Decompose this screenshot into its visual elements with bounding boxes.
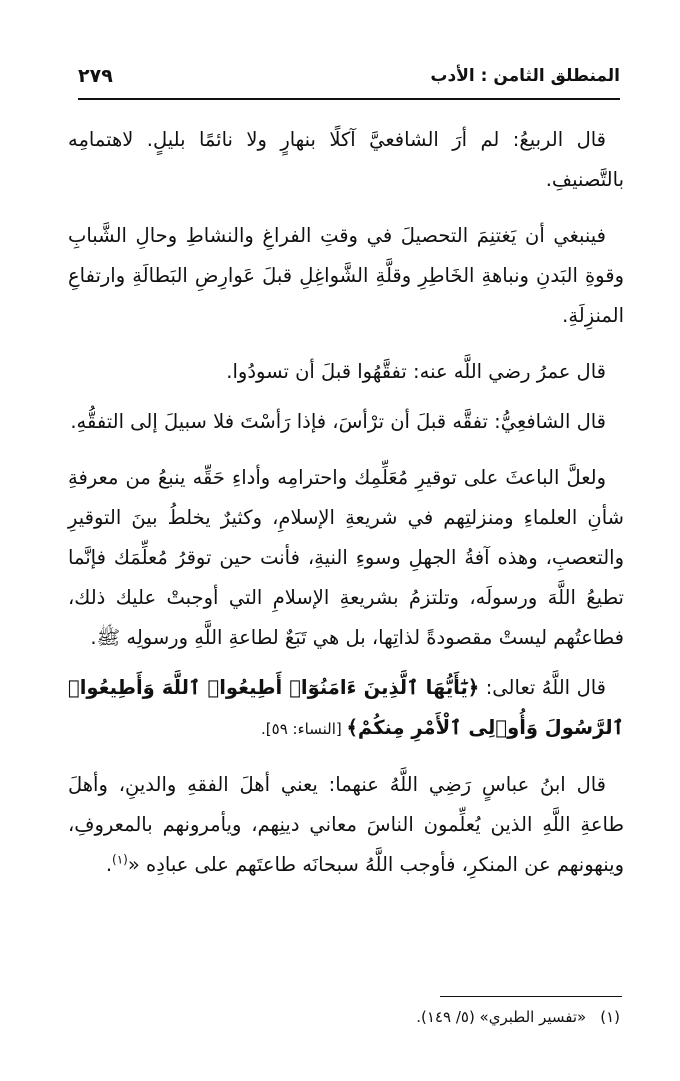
ibn-abbas-text: قال ابنُ عباسٍ رَضِي اللَّهُ عنهما: يعني أهلَ الفقهِ والدينِ، وأهلَ طاعةِ اللَّهِ الذين يُعلِّمون الناسَ معاني دينِهم، ويأمرونهم بالمعروفِ، وينهونهم عن المنكرِ، فأوجب اللَّهُ سبحانَه طاعتَهم على عبادِه « [68, 773, 624, 876]
footnote [68, 1005, 620, 1029]
page-number: ٢٧٩ [78, 65, 113, 87]
quran-verse: ﴿يَٰٓأَيُّهَا ٱلَّذِينَ ءَامَنُوٓا۟ أَطِيعُوا۟ ٱللَّهَ وَأَطِيعُوا۟ ٱلرَّسُولَ وَأُو۟لِى ٱلْأَمْرِ مِنكُمْ﴾ [68, 676, 624, 739]
footnote-text: «تفسير الطبري» (٥/ ١٤٩). [416, 1008, 587, 1026]
paragraph-rabi: قال الربيعُ: لم أرَ الشافعيَّ آكلًا بنهارٍ ولا نائمًا بليلٍ. لاهتمامِه بالتَّصنيفِ. [68, 128, 624, 191]
verse-intro: قال اللَّهُ تعالى: [479, 676, 607, 699]
main-text [68, 120, 624, 901]
ibn-abbas-end: . [105, 853, 113, 876]
paragraph-umar: قال عمرُ رضي اللَّه عنه: تفقَّهُوا قبلَ أن تسودُوا. [226, 360, 606, 383]
footnote-marker: (١) [112, 852, 128, 867]
paragraph-respect-teacher: ولعلَّ الباعثَ على توقيرِ مُعَلِّمِك واحترامِه وأداءِ حَقِّه ينبعُ من معرفةِ شأنِ العلماءِ ومنزلتِهم في شريعةِ الإسلامِ، وكثيرٌ يخلطُ بينَ التوقيرِ والتعصبِ، وهذه آفةُ الجهلِ وسوءِ النيةِ، فأنت حين توقرُ مُعلِّمَك فإنَّما تطيعُ اللَّهَ ورسولَه، وتلتزمُ بشريعةِ الإسلامِ التي أوجبتْ عليك ذلك، فطاعتُهم ليستْ مقصودةً لذاتِها، بل هي تَبَعٌ لطاعةِ اللَّهِ ورسولِه ﷺ. [68, 466, 624, 649]
verse-reference: [النساء: ٥٩]. [261, 720, 347, 738]
paragraph-shafii: قال الشافعِيُّ: تفقَّه قبلَ أن ترْأسَ، فإذا رَأسْتَ فلا سبيلَ إلى التفقُّهِ. [70, 410, 606, 433]
paragraph-seize-time: فينبغي أن يَغتنِمَ التحصيلَ في وقتِ الفراغِ والنشاطِ وحالِ الشَّبابِ وقوةِ البَدنِ ونباهةِ الخَاطِرِ وقلَّةِ الشَّواغِلِ قبلَ عَوارِضِ البَطالَةِ وارتفاعِ المنزِلَةِ. [68, 224, 624, 327]
running-head: المنطلق الثامن : الأدب [430, 66, 620, 86]
footnote-rule [440, 996, 622, 997]
header-rule [78, 98, 620, 100]
paragraph-ibn-abbas [68, 765, 624, 885]
footnote-number: (١) [600, 1008, 620, 1026]
page-header [78, 58, 620, 94]
paragraph-quran-verse [68, 668, 624, 749]
